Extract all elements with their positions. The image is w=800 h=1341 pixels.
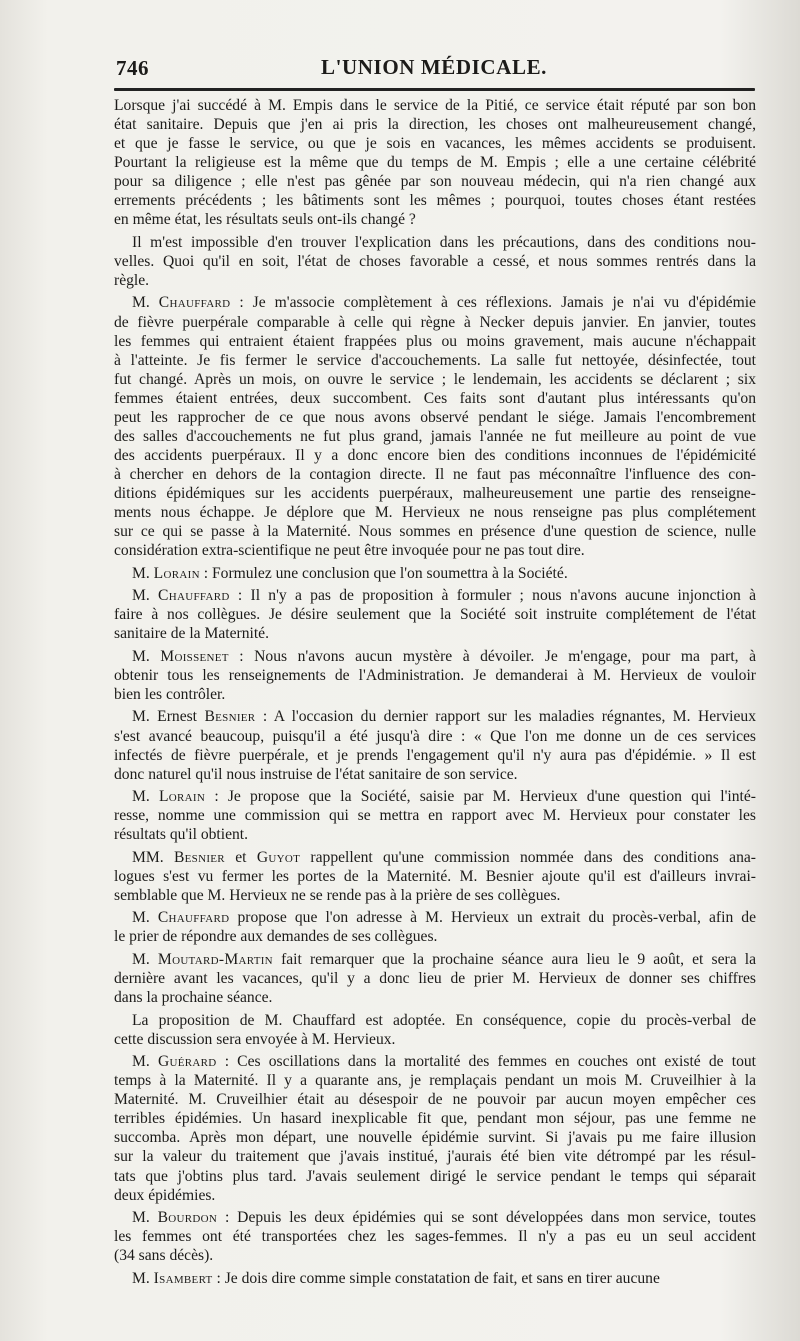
speaker-prefix: M.	[132, 951, 158, 969]
text-line	[114, 707, 756, 726]
text-line: resse, nomme une commission qui se mettra en rapport avec M. Hervieux pour constater les	[114, 807, 756, 825]
speaker-name: Besnier	[173, 848, 225, 866]
text-line: les femmes ont été transportées chez les sages-femmes. Il n'y a pas eu un seul accident	[114, 1228, 756, 1246]
text-line: ditions épidémiques sur les accidents puerpéraux, malheureusement une partie des renseigne-	[114, 484, 756, 502]
line-text: : Je dois dire comme simple constatation de fait, et sans en tirer aucune	[212, 1269, 660, 1287]
text-line: s'est avancé beaucoup, puisqu'il a été jusqu'à dire : « Que l'on me donne un de ces services	[114, 727, 756, 745]
text-line: faire à nos collègues. Je désire seulement que la Société soit instruite complétement de l'état	[114, 606, 756, 624]
text-line: les femmes qui entraient étaient frappées plus ou moins gravement, mais aucune n'échappait	[114, 332, 756, 350]
speech-paragraph	[114, 293, 756, 560]
text-line: sur la valeur du traitement que j'avais institué, j'aurais été bien vite détrompé par les résul-	[114, 1148, 756, 1166]
line-text: fait remarquer que la prochaine séance aura lieu le 9 août, et sera la	[272, 951, 756, 969]
text-line: règle.	[114, 271, 150, 289]
line-text: : Nous n'avons aucun mystère à dévoiler. Je m'engage, pour ma part, à	[228, 647, 756, 665]
speaker-name: Guyot	[256, 848, 301, 866]
text-line	[114, 950, 756, 969]
text-line: Maternité. M. Cruveilhier était au désespoir de ne pouvoir par aucun moyen empêcher ces	[114, 1091, 756, 1109]
text-line	[114, 848, 756, 867]
line-text: : Formulez une conclusion que l'on soumettra à la Société.	[199, 564, 568, 582]
speaker-name: Moissenet	[160, 647, 229, 665]
text-line: ments nous échappe. Je déplore que M. Hervieux ne nous renseigne pas plus complétement	[114, 503, 756, 521]
speaker-prefix: MM.	[132, 848, 174, 866]
speaker-name: Lorain	[158, 788, 206, 806]
speaker-name: Chauffard	[157, 909, 230, 927]
speaker-prefix: M.	[132, 564, 154, 582]
text-line: succomba. Après mon départ, une nouvelle épidémie survint. Si j'avais pu me faire illusion	[114, 1129, 756, 1147]
text-line: pour sa diligence ; elle n'est pas gênée par son nouveau médecin, qui n'a rien changé aux	[114, 173, 756, 191]
text-line	[114, 1269, 756, 1288]
speech-paragraph	[114, 908, 756, 946]
text-line: velles. Quoi qu'il en soit, l'état de choses favorable a cessé, et nous sommes rentrés dans la	[114, 252, 756, 270]
running-title: L'UNION MÉDICALE.	[320, 55, 548, 79]
speech-paragraph	[114, 564, 756, 583]
speaker-name: Chauffard	[158, 294, 231, 312]
speech-paragraph	[114, 1208, 756, 1265]
text-line: Il m'est impossible d'en trouver l'explication dans les précautions, dans des conditions nou-	[132, 233, 756, 251]
text-line: femmes étaient entrées, deux succombent. Ces faits sont d'autant plus intéressants qu'on	[114, 389, 756, 407]
text-line: dernière avant les vacances, qu'il y a donc lieu de prier M. Hervieux de donner ses chiffres	[114, 970, 756, 988]
text-line: deux épidémies.	[114, 1186, 216, 1204]
text-line: bien les contrôler.	[114, 685, 226, 703]
speech-paragraph	[114, 950, 756, 1007]
line-text: : Ces oscillations dans la mortalité des femmes en couches ont existé de tout	[216, 1053, 756, 1071]
text-line: Lorsque j'ai succédé à M. Empis dans le service de la Pitié, ce service était réputé par son bon	[114, 97, 756, 114]
speech-paragraph	[114, 787, 756, 844]
speaker-name: Bourdon	[157, 1209, 218, 1227]
text-paragraph	[114, 233, 756, 290]
text-line: le prier de répondre aux demandes de ses collègues.	[114, 928, 438, 946]
text-line: semblable que M. Hervieux ne se rende pas à la prière de ses collègues.	[114, 886, 561, 904]
text-line	[114, 908, 756, 927]
text-line: terribles épidémies. Un hasard inexplicable fit que, pendant mon séjour, pas une femme ne	[114, 1110, 756, 1128]
speaker-prefix: M.	[132, 647, 161, 665]
text-line	[114, 647, 756, 666]
speech-paragraph	[114, 1269, 756, 1288]
text-line: errements précédents ; les bâtiments sont les mêmes ; pourquoi, toutes choses étant restées	[114, 192, 756, 210]
text-paragraph	[114, 1011, 756, 1049]
text-line: à chercher en dehors de la contagion directe. Il ne faut pas méconnaître l'influence des con-	[114, 465, 756, 483]
line-text: : Je propose que la Société, saisie par M. Hervieux d'une question qui l'inté-	[205, 788, 756, 806]
speech-paragraph	[114, 848, 756, 905]
speaker-prefix: M.	[132, 1269, 154, 1287]
text-line: et que je fasse le service, ou que je sois en vacances, les mêmes accidents se produisent.	[114, 135, 756, 153]
text-line	[114, 564, 756, 583]
text-line	[114, 1052, 756, 1071]
speaker-prefix: M.	[132, 788, 159, 806]
line-text: propose que l'on adresse à M. Hervieux un extrait du procès-verbal, afin de	[229, 909, 756, 927]
text-line: résultats qu'il obtient.	[114, 826, 249, 844]
text-line: en même état, les résultats seuls ont-ils changé ?	[114, 211, 416, 229]
text-line: considération extra-scientifique ne peut être invoquée pour ne pas tout dire.	[114, 542, 585, 560]
text-line	[114, 293, 756, 312]
page-number: 746	[116, 56, 149, 80]
text-line: fut changé. Après un mois, on ouvre le service ; le lendemain, les accidents se déclarent ; six	[114, 370, 756, 388]
speaker-prefix: M.	[132, 1053, 158, 1071]
header-rule	[114, 88, 755, 91]
speaker-name: Moutard-Martin	[157, 951, 273, 969]
speaker-prefix: M. Ernest	[132, 708, 205, 726]
text-line: infectés de fièvre puerpérale, et je prends l'engagement qu'il n'y aura pas d'épidémie. » Il est	[114, 746, 756, 764]
body-text	[114, 96, 756, 1288]
text-line: obtenir tous les renseignements de l'Administration. Je demanderai à M. Hervieux de vouloir	[114, 666, 756, 684]
speaker-name: Lorain	[153, 564, 200, 582]
speech-paragraph	[114, 586, 756, 643]
text-line: donc naturel qu'il nous instruise de l'état sanitaire de son service.	[114, 765, 518, 783]
text-line: cette discussion sera envoyée à M. Hervieux.	[114, 1030, 396, 1048]
text-line: des salles d'accouchements ne fut plus grand, jamais l'année ne fut meilleure au point de vue	[114, 427, 756, 445]
text-line	[114, 787, 756, 806]
speaker-prefix: M.	[132, 294, 159, 312]
line-text: : A l'occasion du dernier rapport sur les maladies régnantes, M. Hervieux	[255, 708, 756, 726]
speech-paragraph	[114, 707, 756, 783]
text-line: tats que j'obtins plus tard. J'avais seulement dirigé le service pendant le temps qui séparait	[114, 1167, 756, 1185]
text-line	[114, 586, 756, 605]
text-line: temps à la Maternité. Il y a quarante ans, je remplaçais pendant un mois M. Cruveilhier à la	[114, 1072, 756, 1090]
text-paragraph	[114, 96, 756, 229]
text-line: de fièvre puerpérale comparable à celle qui règne à Necker depuis janvier. En janvier, toutes	[114, 313, 756, 331]
speaker-name: Isambert	[153, 1269, 213, 1287]
speaker-name: Besnier	[204, 708, 256, 726]
speech-paragraph	[114, 647, 756, 704]
line-text: : Depuis les deux épidémies qui se sont développées dans mon service, toutes	[217, 1209, 756, 1227]
speaker-conjunction: et	[224, 848, 257, 866]
speaker-name: Chauffard	[158, 587, 230, 605]
page-header	[112, 52, 756, 84]
speech-paragraph	[114, 1052, 756, 1204]
speaker-name: Guérard	[157, 1053, 217, 1071]
speaker-prefix: M.	[132, 1209, 158, 1227]
text-line: état sanitaire. Depuis que j'en ai pris la direction, les choses ont malheureusement changé,	[114, 116, 756, 134]
text-line: La proposition de M. Chauffard est adoptée. En conséquence, copie du procès-verbal de	[132, 1011, 756, 1029]
speaker-prefix: M.	[132, 587, 159, 605]
text-line: peut les rapprocher de ce que nous avons observé pendant le siége. Jamais l'encombrement	[114, 408, 756, 426]
text-line: dans la prochaine séance.	[114, 989, 273, 1007]
text-line: à l'atteinte. Je fis fermer le service d'accouchements. La salle fut nettoyée, désinfectée, tout	[114, 351, 756, 369]
line-text: rappellent qu'une commission nommée dans des conditions ana-	[300, 848, 756, 866]
text-line	[114, 1208, 756, 1227]
text-line: sanitaire de la Maternité.	[114, 625, 270, 643]
text-line: sur ce qui se passe à la Maternité. Nous sommes en présence d'une question de science, nulle	[114, 523, 756, 541]
text-line: (34 sans décès).	[114, 1247, 214, 1265]
line-text: : Je m'associe complètement à ces réflexions. Jamais je n'ai vu d'épidémie	[230, 294, 756, 312]
text-line: Pourtant la religieuse est la même que du temps de M. Empis ; elle a une certaine célébrité	[114, 154, 756, 172]
text-line: des accidents puerpéraux. Il y a donc encore bien des conditions inconnues de l'épidémicité	[114, 446, 756, 464]
line-text: : Il n'y a pas de proposition à formuler ; nous n'avons aucune injonction à	[229, 587, 756, 605]
text-line: logues s'est vu fermer les portes de la Maternité. M. Besnier ajoute qu'il est d'ailleurs invrai-	[114, 867, 756, 885]
speaker-prefix: M.	[132, 909, 158, 927]
